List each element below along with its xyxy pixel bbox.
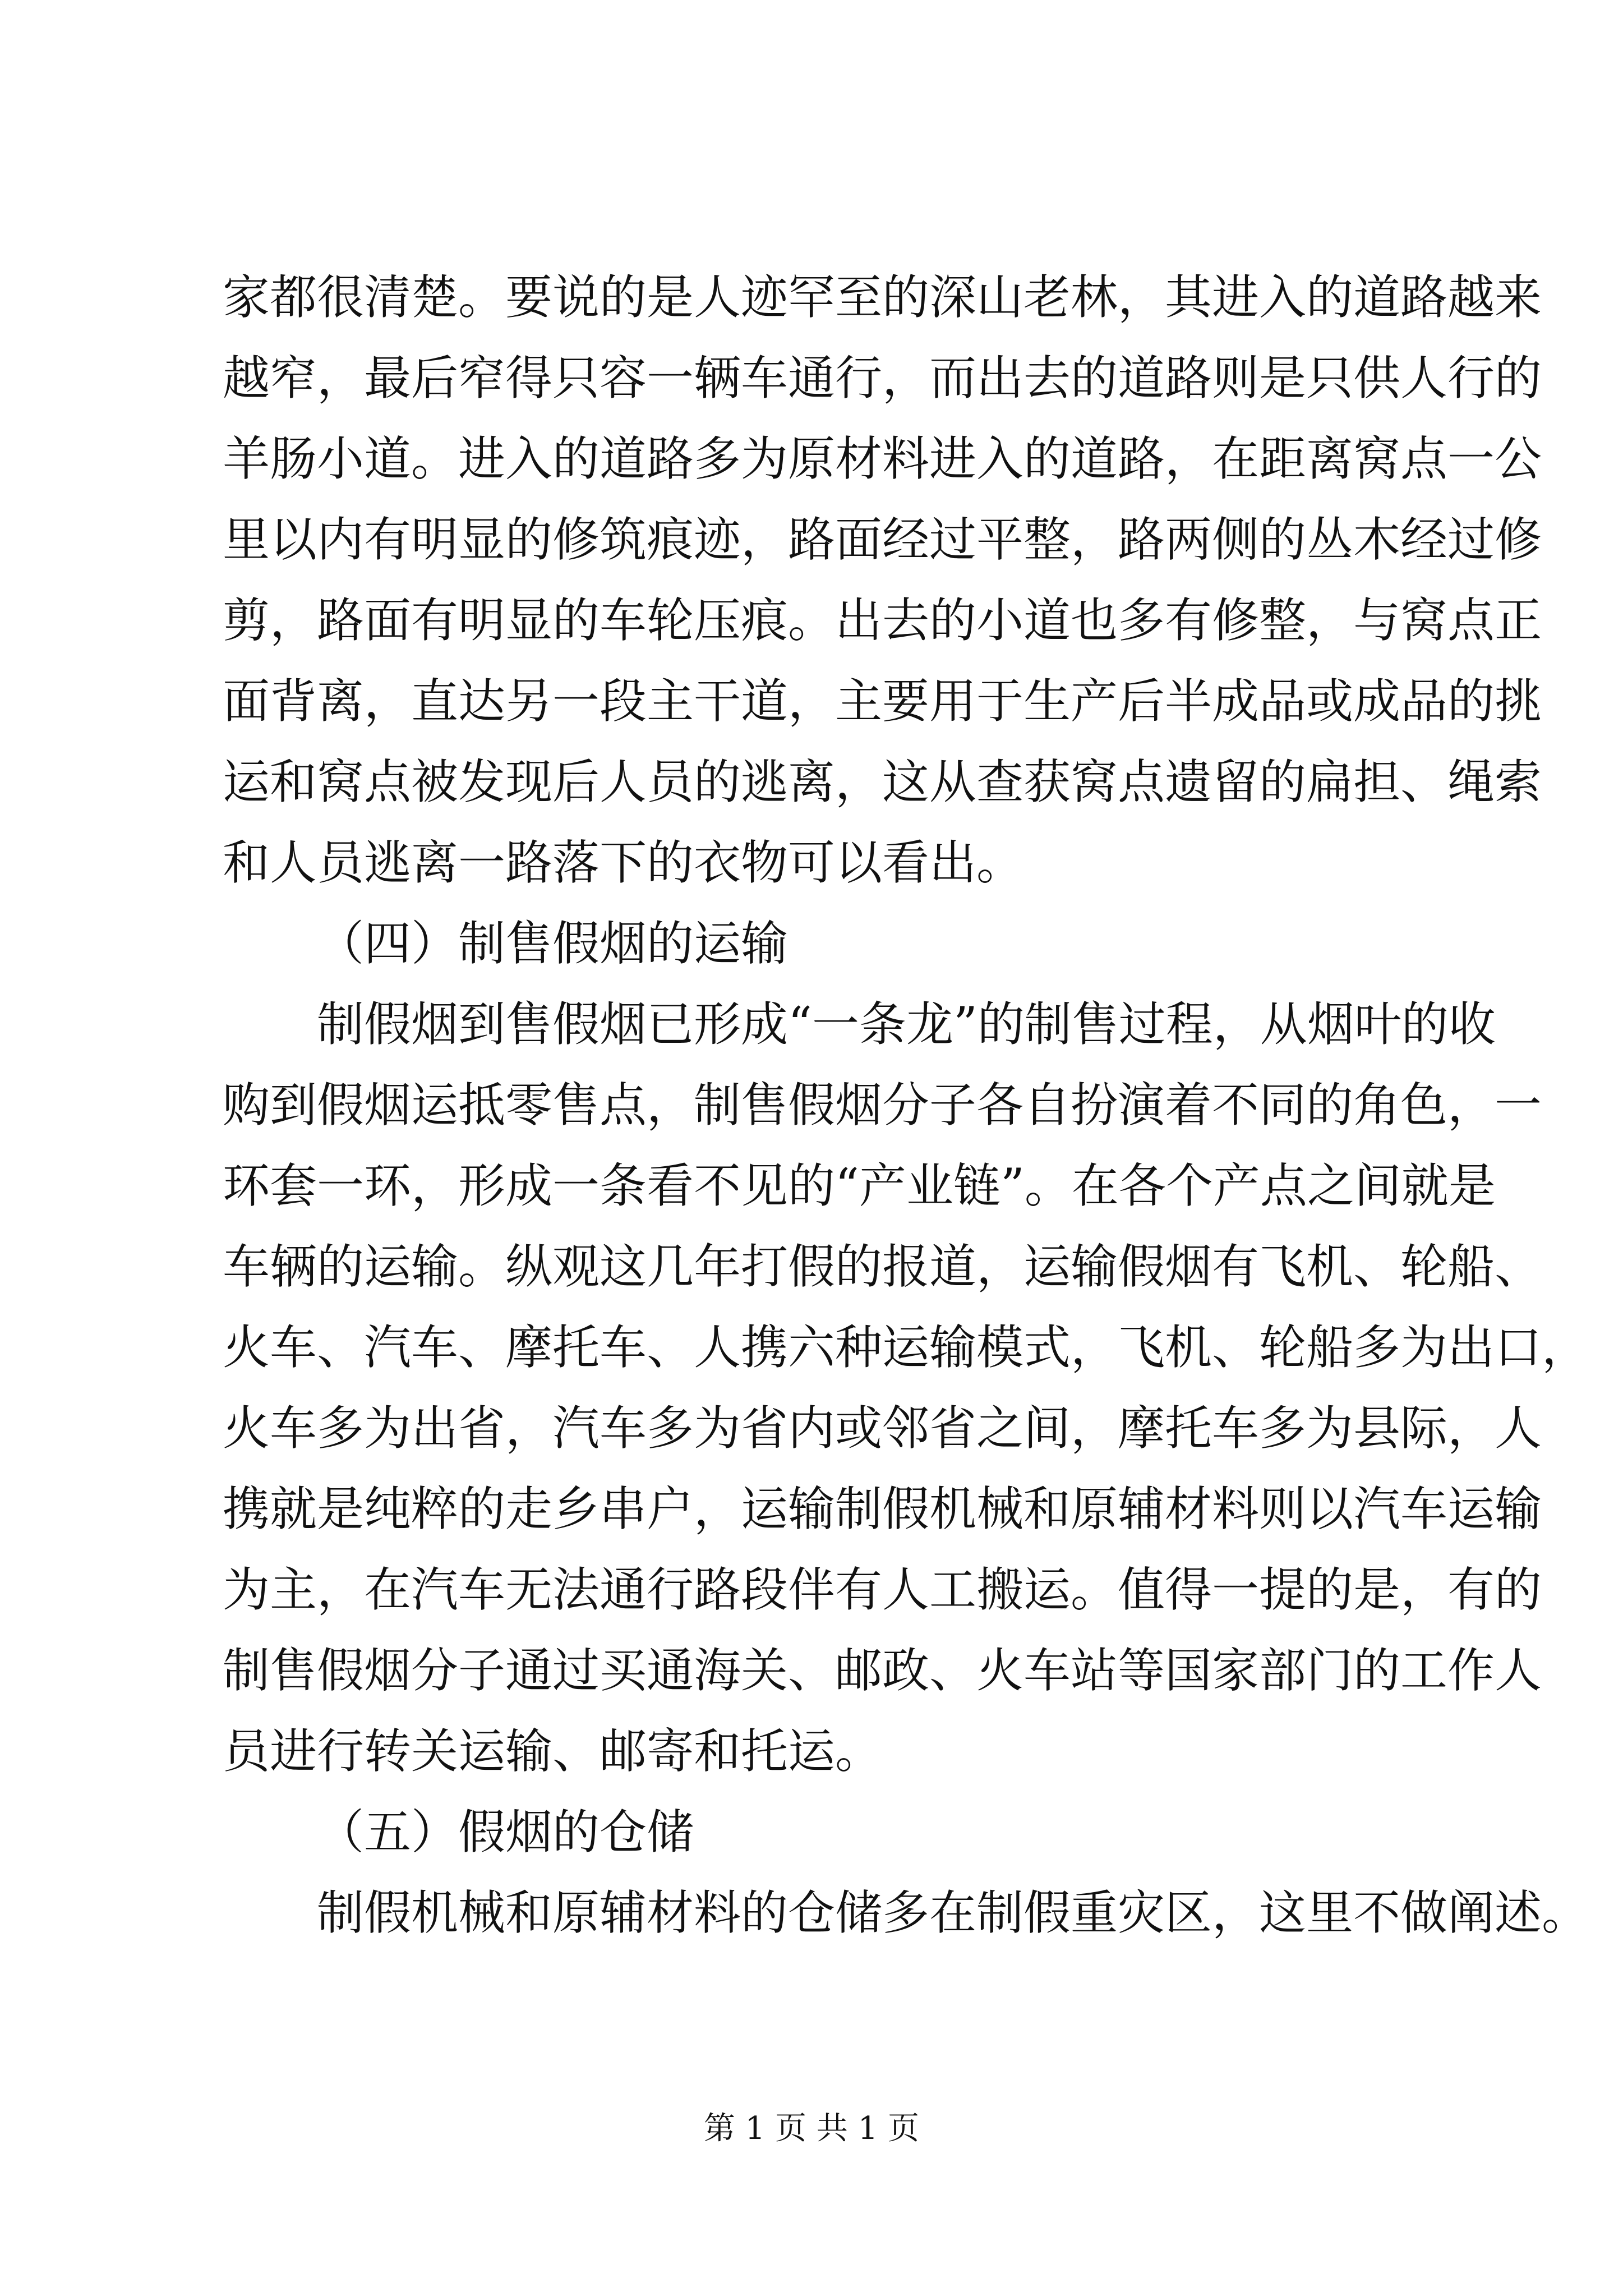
text-line: 为主，在汽车无法通行路段伴有人工搬运。值得一提的是，有的 <box>223 1562 1542 1617</box>
text-line: 火车多为出省，汽车多为省内或邻省之间，摩托车多为县际，人 <box>223 1401 1542 1456</box>
text-line: 和人员逃离一路落下的衣物可以看出。 <box>223 835 1024 890</box>
text-line: 环套一环，形成一条看不见的“产业链”。在各个产点之间就是 <box>223 1158 1496 1213</box>
text-line: 制售假烟分子通过买通海关、邮政、火车站等国家部门的工作人 <box>223 1643 1542 1698</box>
section-heading: （四）制售假烟的运输 <box>317 916 789 971</box>
text-line: 家都很清楚。要说的是人迹罕至的深山老林，其进入的道路越来 <box>223 270 1542 325</box>
text-line: 面背离，直达另一段主干道，主要用于生产后半成品或成品的挑 <box>223 674 1542 729</box>
page-footer: 第 1 页 共 1 页 <box>703 2110 920 2147</box>
text-line: 员进行转关运输、邮寄和托运。 <box>223 1724 883 1779</box>
text-line: 车辆的运输。纵观这几年打假的报道，运输假烟有飞机、轮船、 <box>223 1239 1542 1294</box>
text-line: 运和窝点被发现后人员的逃离，这从查获窝点遗留的扁担、绳索 <box>223 754 1542 809</box>
text-line: 羊肠小道。进入的道路多为原材料进入的道路，在距离窝点一公 <box>223 431 1542 486</box>
body-text <box>223 257 1589 1953</box>
text-line: 里以内有明显的修筑痕迹，路面经过平整，路两侧的丛木经过修 <box>223 512 1542 567</box>
text-line: 制假机械和原辅材料的仓储多在制假重灾区，这里不做阐述。 <box>317 1885 1589 1940</box>
text-line: 越窄，最后窄得只容一辆车通行，而出去的道路则是只供人行的 <box>223 351 1542 406</box>
section-heading: （五）假烟的仓储 <box>317 1805 694 1860</box>
text-line: 携就是纯粹的走乡串户，运输制假机械和原辅材料则以汽车运输 <box>223 1481 1542 1536</box>
text-line: 购到假烟运抵零售点，制售假烟分子各自扮演着不同的角色，一 <box>223 1078 1542 1133</box>
text-line: 制假烟到售假烟已形成“一条龙”的制售过程，从烟叶的收 <box>317 997 1496 1052</box>
text-line: 火车、汽车、摩托车、人携六种运输模式，飞机、轮船多为出口， <box>223 1320 1589 1375</box>
text-line: 剪，路面有明显的车轮压痕。出去的小道也多有修整，与窝点正 <box>223 593 1542 648</box>
